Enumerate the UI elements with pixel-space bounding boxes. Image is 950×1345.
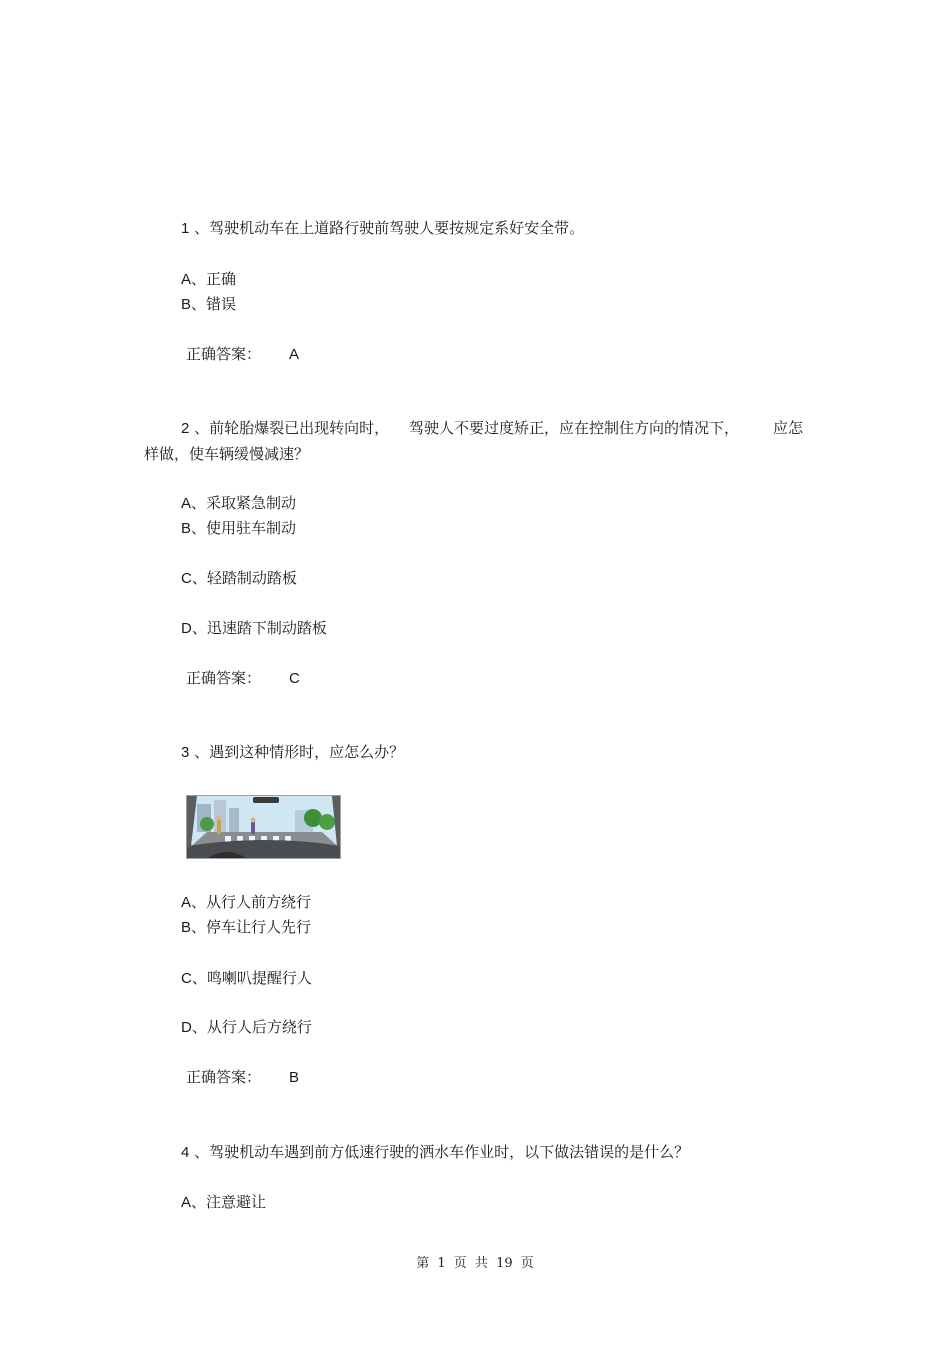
question-2-stem-line2: 样做，使车辆缓慢减速？ bbox=[144, 445, 310, 463]
answer-label: 正确答案： bbox=[186, 345, 262, 363]
question-number: 2 bbox=[181, 420, 190, 437]
answer-line bbox=[186, 1067, 299, 1088]
answer-label: 正确答案： bbox=[186, 669, 262, 687]
question-number: 4 bbox=[181, 1144, 190, 1161]
option-d: D、从行人后方绕行 bbox=[181, 1018, 312, 1036]
page-footer: 第 1 页 共 19 页 bbox=[416, 1256, 534, 1271]
option-b: B、错误 bbox=[181, 295, 237, 313]
question-2-stem: 2 、前轮胎爆裂已出现转向时， bbox=[181, 419, 390, 437]
option-a: A、正确 bbox=[181, 270, 237, 288]
question-2-stem-part: 驾驶人不要过度矫正，应在控制住方向的情况下， bbox=[409, 419, 740, 437]
answer-line bbox=[186, 344, 299, 365]
question-2-stem-part: 应怎 bbox=[773, 419, 804, 437]
question-1-stem: 1 、驾驶机动车在上道路行驶前驾驶人要按规定系好安全带。 bbox=[181, 219, 585, 237]
question-3-stem: 3 、遇到这种情形时，应怎么办？ bbox=[181, 743, 405, 761]
answer-value: C bbox=[289, 670, 300, 687]
option-c: C、轻踏制动踏板 bbox=[181, 569, 297, 587]
page-number: 1 bbox=[437, 1256, 446, 1271]
answer-value: A bbox=[289, 346, 300, 363]
page-total: 19 bbox=[496, 1256, 513, 1271]
question-number: 1 bbox=[181, 220, 190, 237]
question-4-stem: 4 、驾驶机动车遇到前方低速行驶的洒水车作业时，以下做法错误的是什么？ bbox=[181, 1143, 690, 1161]
answer-line bbox=[186, 668, 300, 689]
option-b: B、停车让行人先行 bbox=[181, 918, 312, 936]
option-c: C、鸣喇叭提醒行人 bbox=[181, 969, 312, 987]
answer-label: 正确答案： bbox=[186, 1068, 262, 1086]
option-b: B、使用驻车制动 bbox=[181, 519, 297, 537]
option-a: A、从行人前方绕行 bbox=[181, 893, 312, 911]
crosswalk-scene-image bbox=[186, 795, 341, 859]
option-d: D、迅速踏下制动踏板 bbox=[181, 619, 327, 637]
question-number: 3 bbox=[181, 744, 190, 761]
answer-value: B bbox=[289, 1069, 300, 1086]
option-a: A、采取紧急制动 bbox=[181, 494, 297, 512]
option-a: A、注意避让 bbox=[181, 1193, 267, 1211]
